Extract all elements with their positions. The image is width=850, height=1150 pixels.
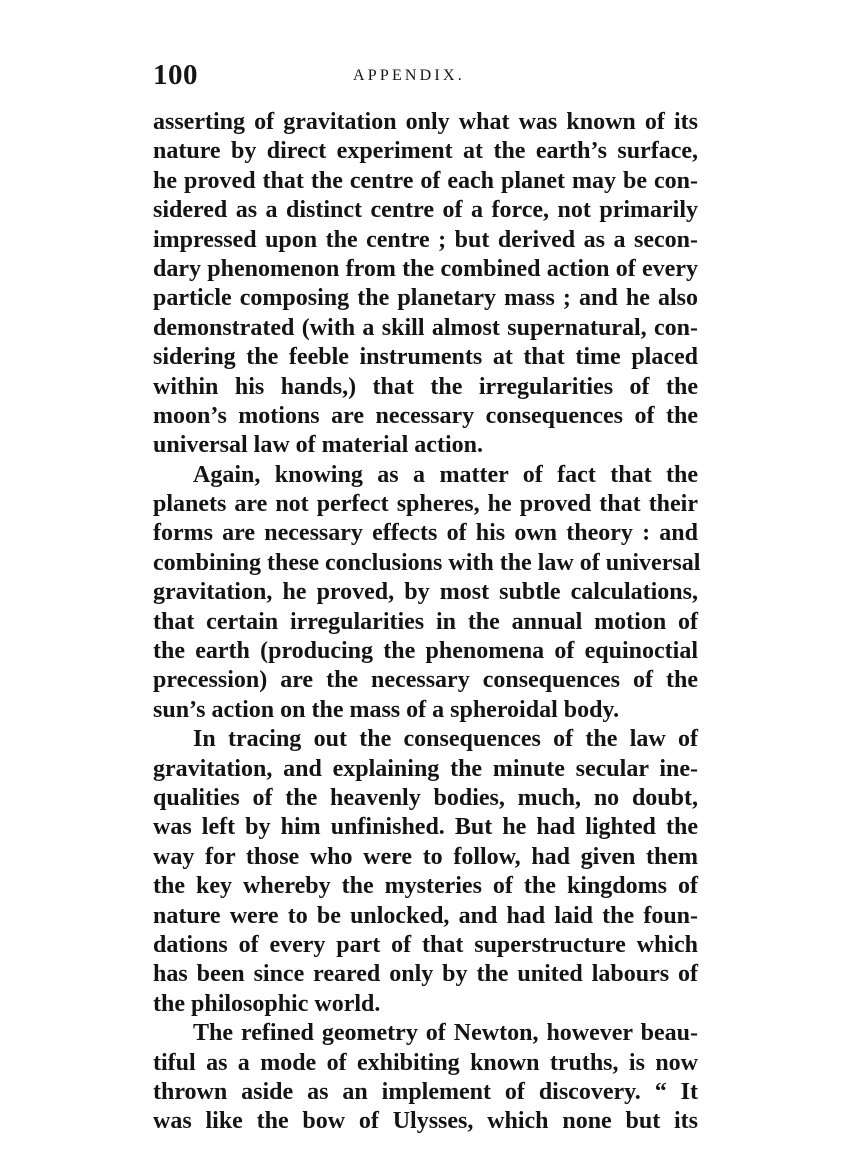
text-line: gravitation, and explaining the minute secular ine- bbox=[153, 755, 698, 782]
text-line: has been since reared only by the united labours of bbox=[153, 961, 698, 988]
text-line: precession) are the necessary consequences of the bbox=[153, 667, 698, 694]
text-line: sun’s action on the mass of a spheroidal body. bbox=[153, 696, 620, 723]
text-line: impressed upon the centre ; but derived as a secon- bbox=[153, 226, 698, 253]
text-line: forms are necessary effects of his own theory : and bbox=[153, 520, 698, 547]
text-line: qualities of the heavenly bodies, much, no doubt, bbox=[153, 784, 698, 811]
page-number: 100 bbox=[153, 59, 198, 91]
text-line: dary phenomenon from the combined action of every bbox=[153, 255, 698, 282]
text-line: thrown aside as an implement of discovery. “ It bbox=[153, 1078, 698, 1105]
text-line: demonstrated (with a skill almost supernatural, con- bbox=[153, 314, 698, 341]
text-line: the philosophic world. bbox=[153, 990, 381, 1017]
text-line: within his hands,) that the irregularities of the bbox=[153, 373, 698, 400]
running-head bbox=[153, 58, 698, 92]
text-line: the key whereby the mysteries of the kingdoms of bbox=[153, 873, 698, 900]
text-line: was left by him unfinished. But he had lighted the bbox=[153, 814, 698, 841]
text-line: tiful as a mode of exhibiting known truths, is now bbox=[153, 1049, 698, 1076]
text-line: the earth (producing the phenomena of equinoctial bbox=[153, 638, 698, 665]
body-text bbox=[153, 108, 701, 1137]
text-line: In tracing out the consequences of the law of bbox=[193, 726, 698, 753]
text-line: universal law of material action. bbox=[153, 432, 483, 459]
text-line: asserting of gravitation only what was known of its bbox=[153, 109, 698, 135]
text-line: was like the bow of Ulysses, which none but its bbox=[153, 1108, 698, 1135]
text-line: sidered as a distinct centre of a force, not primarily bbox=[153, 197, 698, 224]
text-line: planets are not perfect spheres, he proved that their bbox=[153, 491, 698, 518]
text-line: dations of every part of that superstructure which bbox=[153, 931, 698, 958]
text-line: Again, knowing as a matter of fact that the bbox=[193, 461, 698, 488]
text-line: moon’s motions are necessary consequences of the bbox=[153, 402, 698, 429]
text-line: sidering the feeble instruments at that time placed bbox=[153, 344, 698, 371]
text-line: he proved that the centre of each planet may be con- bbox=[153, 167, 698, 194]
text-line: particle composing the planetary mass ; and he also bbox=[153, 285, 698, 312]
running-title: APPENDIX. bbox=[353, 67, 465, 84]
text-line: nature were to be unlocked, and had laid the foun- bbox=[153, 902, 698, 929]
text-line: combining these conclusions with the law of universal bbox=[153, 549, 701, 576]
text-line: The refined geometry of Newton, however beau- bbox=[193, 1020, 698, 1047]
text-line: gravitation, he proved, by most subtle calculations, bbox=[153, 579, 698, 606]
text-line: that certain irregularities in the annual motion of bbox=[153, 608, 698, 635]
text-line: nature by direct experiment at the earth’s surface, bbox=[153, 138, 698, 165]
text-line: way for those who were to follow, had given them bbox=[153, 843, 698, 870]
